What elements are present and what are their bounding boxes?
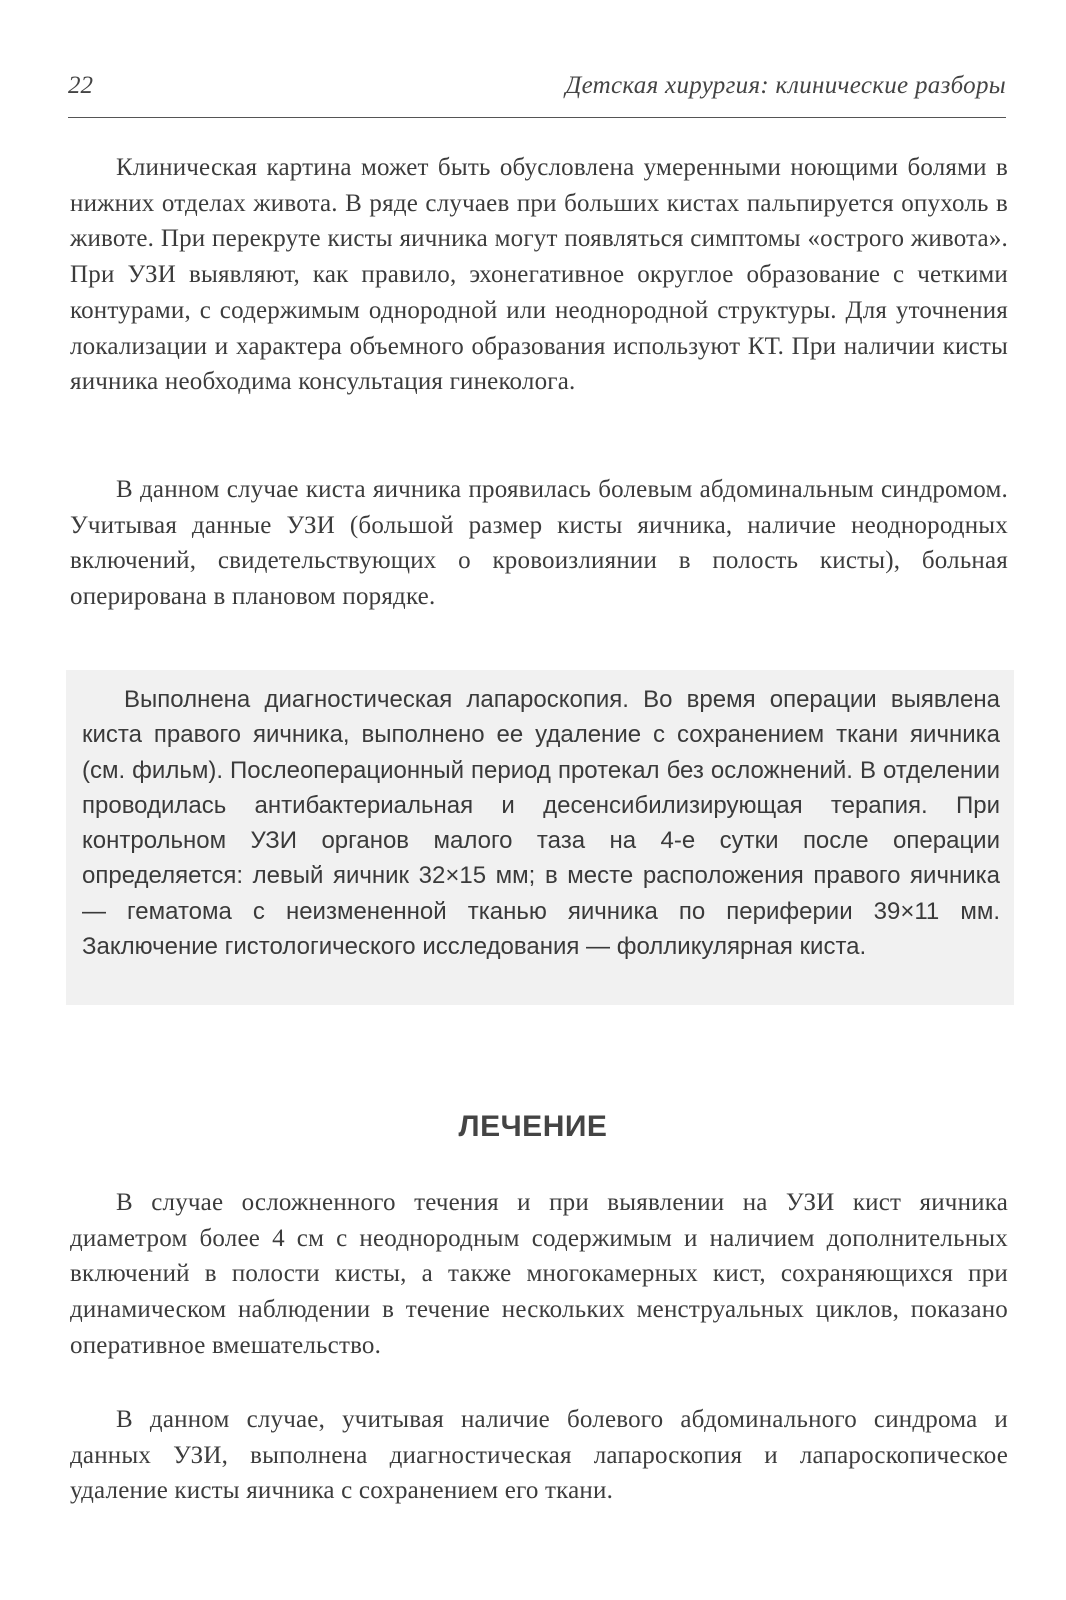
section-heading-treatment: ЛЕЧЕНИЕ — [458, 1110, 608, 1143]
paragraph-treatment-case: В данном случае, учитывая наличие болевого абдоминального синдрома и данных УЗИ, выполнена диагностическая лапароскопия и лапароскопическое удаление кисты яичника с сохранением его ткани. — [70, 1406, 1008, 1505]
paragraph-case-presentation: В данном случае киста яичника проявилась болевым абдоминальным синдромом. Учитывая данные УЗИ (большой размер кисты яичника, наличие неоднородных включений, свидетельствующих о кровоизлиянии в полость кисты), больная оперирована в плановом порядке. — [70, 476, 1008, 611]
running-title: Детская хирургия: клинические разборы — [565, 72, 1006, 99]
paragraph-treatment-indications: В случае осложненного течения и при выявлении на УЗИ кист яичника диаметром более 4 см с неоднородным содержимым и наличием дополнительных включений в полости кисты, а также многокамерных кист, сохраняющихся при динамическом наблюдении в течение нескольких менструальных циклов, показано оперативное вмешательство. — [70, 1189, 1008, 1359]
page-header — [68, 68, 1006, 108]
case-box-text: Выполнена диагностическая лапароскопия. Во время операции выявлена киста правого яичника, выполнено ее удаление с сохранением ткани яичника (см. фильм). Послеоперационный период протекал без осложнений. В отделении проводилась антибактериальная и десенсибилизирующая терапия. При контрольном УЗИ органов малого таза на 4-е сутки после операции определяется: левый яичник 32×15 мм; в месте расположения правого яичника — гематома с неизмененной тканью яичника по периферии 39×11 мм. Заключение гистологического исследования — фолликулярная киста. — [82, 686, 1000, 961]
case-box — [66, 670, 1014, 1005]
page-number: 22 — [68, 72, 93, 99]
header-divider — [68, 117, 1006, 118]
paragraph-clinical-picture: Клиническая картина может быть обусловлена умеренными ноющими болями в нижних отделах живота. В ряде случаев при больших кистах пальпируется опухоль в животе. При перекруте кисты яичника могут появляться симптомы «острого живота». При УЗИ выявляют, как правило, эхонегативное округлое образование с четкими контурами, с содержимым однородной или неоднородной структуры. Для уточнения локализации и характера объемного образования используют КТ. При наличии кисты яичника необходима консультация гинеколога. — [70, 154, 1008, 396]
